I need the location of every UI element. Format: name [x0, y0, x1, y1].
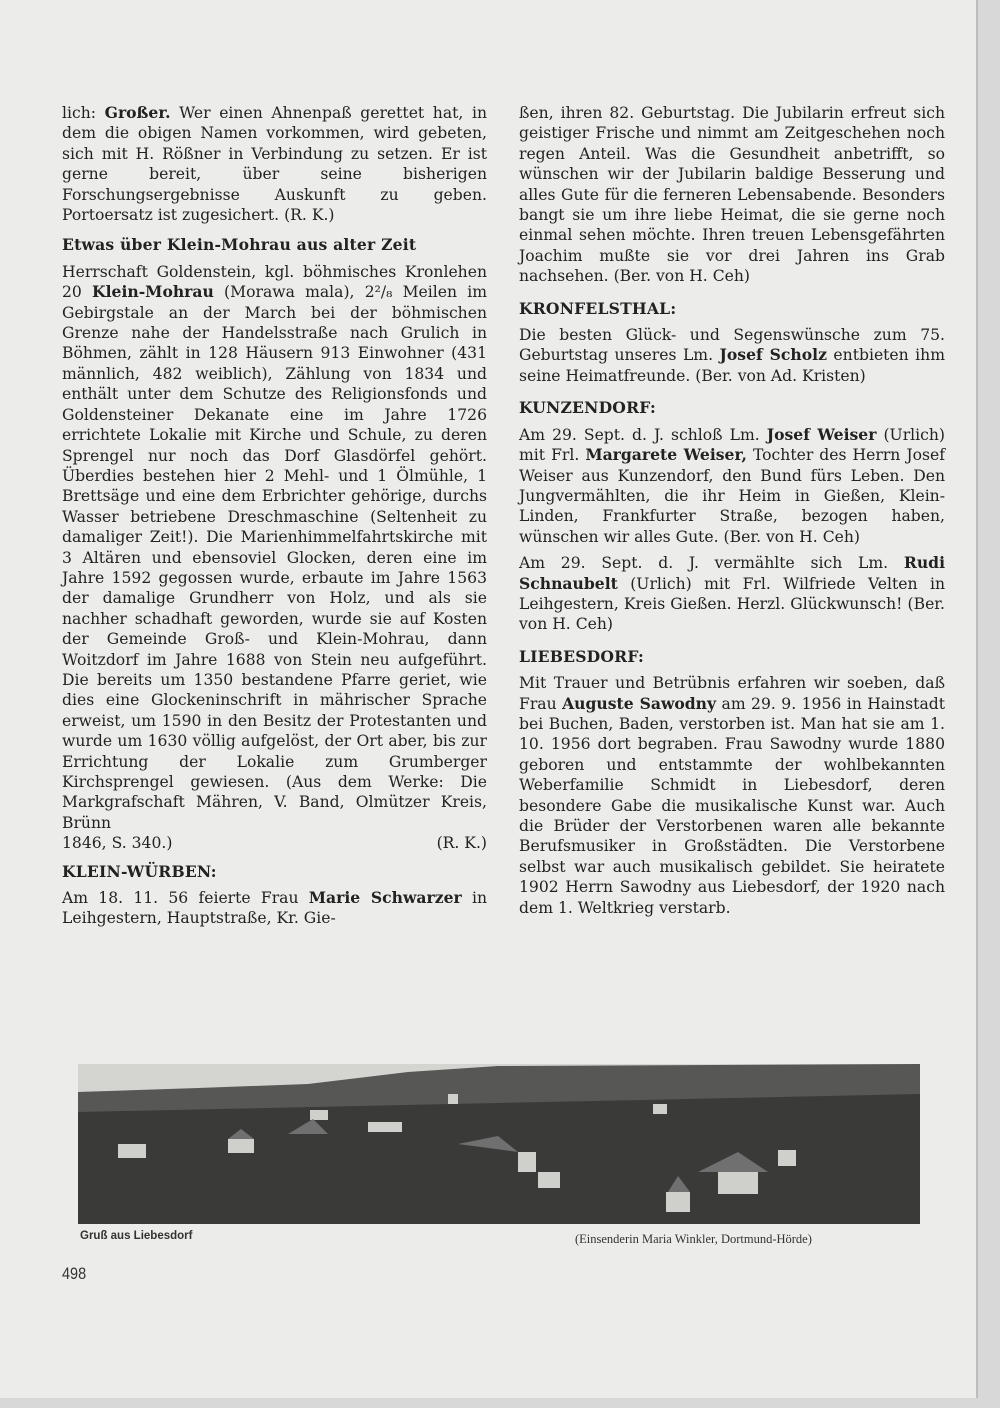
liebesdorf-text-b: am 29. 9. 1956 in Hainstadt bei Buchen, Baden, verstorben ist. Man hat sie am 1. 10. 1956 dort begraben. Frau Sawodny wurde 1880 geboren und entstammte der wohlbekannten Weberfamilie Schmidt in Liebesdorf, deren besondere Gabe die musikalische Kunst war. Auch die Brüder der Verstorbenen waren alle bekannte Berufsmusiker in Großstädten. Die Verstorbene selbst war auch musikalisch gebildet. Sie heiratete 1902 Herrn Sawodny aus Liebesdorf, der 1920 nach dem 1. Weltkrieg verstarb.: [519, 694, 945, 917]
kunzendorf2-bold-name: Rudi Schnaubelt: [519, 553, 945, 593]
klein-wuerben-paragraph: [62, 888, 487, 929]
article-heading: Etwas über Klein-Mohrau aus alter Zeit: [62, 235, 417, 255]
right-column: [519, 103, 945, 918]
intro-rest: Wer einen Ahnenpaß gerettet hat, in dem die obigen Namen vorkommen, wird gebeten, sich mit H. Rößner in Verbindung zu setzen. Er ist gerne bereit, über seine bisherigen Forschungsergebnisse Auskunft zu geben. Portoersatz ist zugesichert. (R. K.): [62, 104, 487, 225]
article-signature: (R. K.): [436, 834, 487, 853]
kunzendorf-text-b: (Urlich) mit Frl.: [519, 425, 945, 465]
kunzendorf-bold-bride: Margarete Weiser,: [585, 445, 747, 465]
article-source-line: [62, 833, 487, 853]
klein-wuerben-text-a: Am 18. 11. 56 feierte Frau: [62, 889, 309, 908]
village-photo-illustration: [78, 1064, 920, 1224]
klein-wuerben-bold-name: Marie Schwarzer: [308, 888, 462, 908]
kunzendorf2-text-b: (Urlich) mit Frl. Wilfriede Velten in Leihgestern, Kreis Gießen. Herzl. Glückwunsch! (Ber. von H. Ceh): [519, 574, 945, 634]
article-text-b: (Morawa mala), 2²/₈ Meilen im Gebirgstale an der March bei der böhmischen Grenze nahe der Handelsstraße nach Grulich in Böhmen, zählt in 128 Häusern 913 Einwohner (431 männlich, 482 weiblich), Zählung von 1834 und enthält unter dem Schutze des Religionsfonds und Goldensteiner Dekanate eine im Jahre 1726 errichtete Lokalie mit Kirche und Schule, zu deren Sprengel nur noch das Dorf Glasdörfel gehört. Überdies bestehen hier 2 Mehl- und 1 Ölmühle, 1 Brettsäge und eine dem Erbrichter gehörige, durchs Wasser betriebene Dreschmaschine (Seltenheit zu damaliger Zeit!). Die Marienhimmelfahrtskirche mit 3 Altären und ebensoviel Glocken, deren eine im Jahre 1592 gegossen wurde, erbaute im Jahre 1563 der damalige Grundherr von Holz, und als sie nachher schadhaft geworden, wurde sie auf Kosten der Gemeinde Groß- und Klein-Mohrau, dann Woitzdorf im Jahre 1688 von Stein neu aufgeführt. Die bereits um 1350 bestandene Pfarre geriet, wie dies eine Glockeninschrift in mährischer Sprache erweist, um 1590 in den Besitz der Protestanten und wurde um 1630 völlig aufgelöst, der Ort aber, bis zur Errichtung der Lokalie zum Grumberger Kirchsprengel gewiesen. (Aus dem Werke: Die Markgrafschaft Mähren, V. Band, Olmützer Kreis, Brünn: [62, 283, 487, 832]
section-heading-kunzendorf: KUNZENDORF:: [519, 398, 656, 418]
kunzendorf-text-a: Am 29. Sept. d. J. schloß Lm.: [519, 425, 767, 444]
kunzendorf-paragraph-2: [519, 553, 945, 635]
article-bold-place: Klein-Mohrau: [92, 282, 214, 302]
kronfelsthal-bold-name: Josef Scholz: [719, 345, 827, 365]
village-panorama-photo: [78, 1064, 920, 1224]
kronfelsthal-paragraph: [519, 325, 945, 386]
page-number: 498: [62, 1264, 87, 1283]
liebesdorf-text-a: Mit Trauer und Betrübnis erfahren wir soeben, daß Frau: [519, 674, 945, 713]
continuation-paragraph: ßen, ihren 82. Geburtstag. Die Jubilarin erfreut sich geistiger Frische und nimmt am Zeitgeschehen noch regen Anteil. Was die Gesundheit anbetrifft, so wünschen wir der Jubilarin baldige Besserung und alles Gute für die ferneren Lebensabende. Besonders bangt sie um ihre liebe Heimat, die sie gerne noch einmal sehen möchte. Ihren treuen Lebensgefährten Joachim mußte sie vor drei Jahren ins Grab nachsehen. (Ber. von H. Ceh): [519, 104, 945, 286]
article-text-a: Herrschaft Goldenstein, kgl. böhmisches Kronlehen 20: [62, 262, 487, 302]
photo-credit: (Einsenderin Maria Winkler, Dortmund-Hörde): [575, 1232, 812, 1246]
kunzendorf-bold-groom: Josef Weiser: [766, 424, 877, 444]
section-heading-liebesdorf: LIEBESDORF:: [519, 646, 645, 666]
klein-wuerben-text-b: in Leihgestern, Hauptstraße, Kr. Gie-: [62, 889, 487, 928]
article-source: 1846, S. 340.): [62, 834, 173, 853]
section-heading-klein-wuerben: KLEIN-WÜRBEN:: [62, 861, 217, 881]
photo-caption: Gruß aus Liebesdorf: [80, 1230, 193, 1242]
section-heading-kronfelsthal: KRONFELSTHAL:: [519, 298, 677, 318]
kronfelsthal-text-b: entbieten ihm seine Heimatfreunde. (Ber. von Ad. Kristen): [519, 346, 946, 385]
liebesdorf-bold-name: Auguste Sawodny: [562, 693, 717, 713]
kronfelsthal-text-a: Die besten Glück- und Segenswünsche zum 75. Geburtstag unseres Lm.: [519, 326, 945, 365]
kunzendorf2-text-a: Am 29. Sept. d. J. vermählte sich Lm.: [519, 554, 904, 573]
intro-bold-name: Großer.: [104, 103, 171, 122]
article-paragraph: [62, 262, 487, 833]
left-column: [62, 103, 487, 929]
liebesdorf-paragraph: [519, 673, 945, 918]
kunzendorf-text-c: Tochter des Herrn Josef Weiser aus Kunzendorf, den Bund fürs Leben. Den Jungvermählten, die ihr Heim in Gießen, Klein-Linden, Frankfurter Straße, bezogen haben, wünschen wir alles Gute. (Ber. von H. Ceh): [519, 446, 945, 546]
intro-paragraph: [62, 103, 487, 225]
kunzendorf-paragraph-1: [519, 425, 945, 547]
intro-lead: lich:: [62, 104, 105, 122]
